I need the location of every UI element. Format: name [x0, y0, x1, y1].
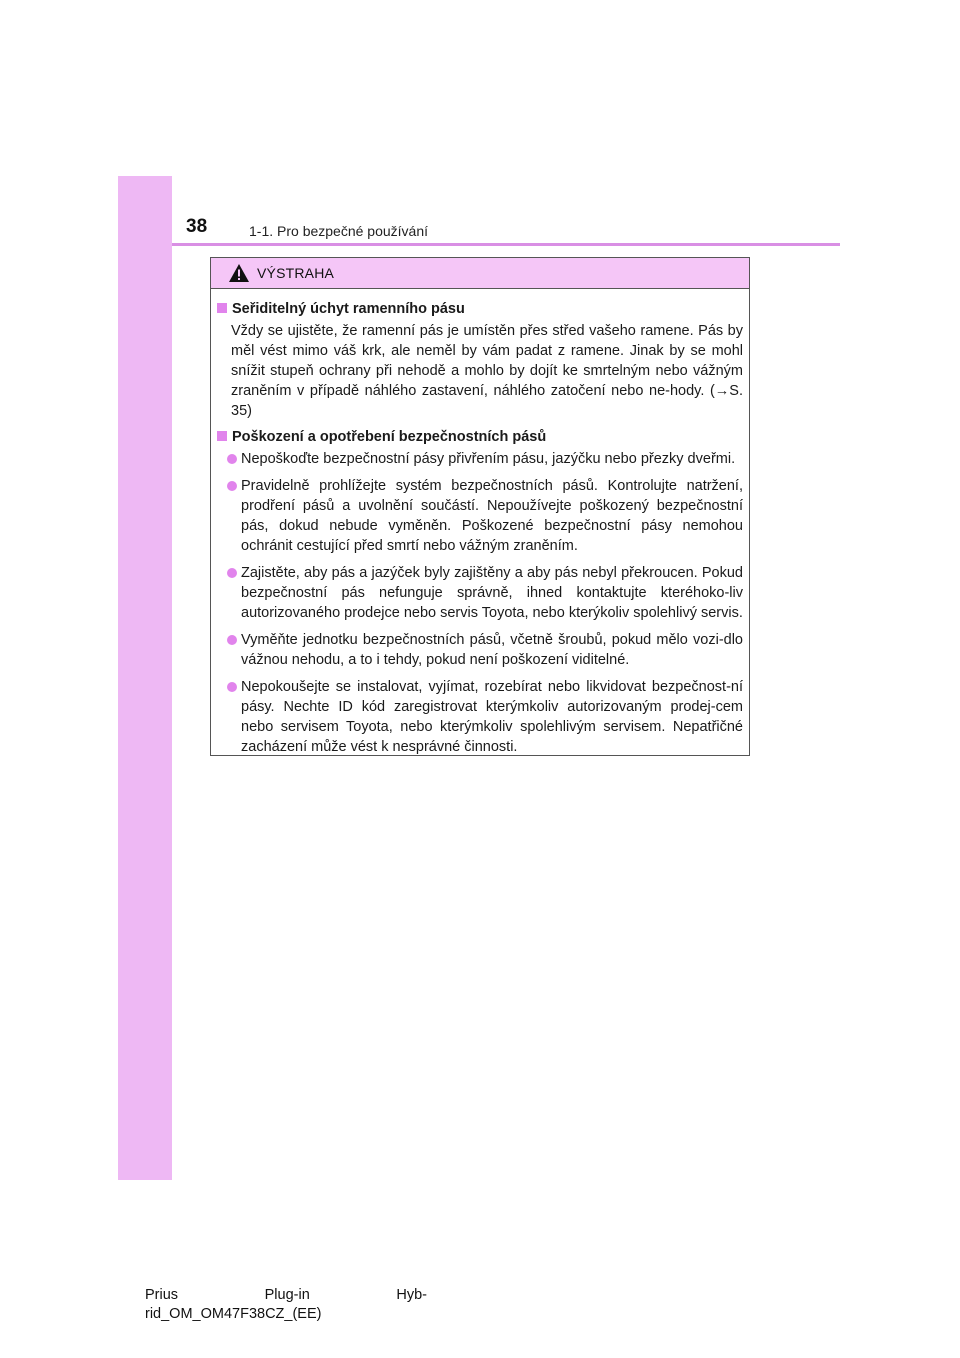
list-item: Pravidelně prohlížejte systém bezpečnostních pásů. Kontrolujte natržení, prodření pásů a uvolnění součástí. Nepoužívejte poškozený bezpečnostní pás, dokud nebude vyměněn. Poškozené bezpečnostní pásy nemohou ochránit cestující před smrtí nebo vážným zraněním.	[217, 476, 743, 556]
warning-header	[211, 258, 749, 289]
round-bullet-icon	[227, 682, 237, 692]
footer	[145, 1286, 427, 1324]
square-bullet-icon	[217, 303, 227, 313]
footer-variant: Plug-in	[264, 1287, 310, 1303]
list-item: Vyměňte jednotku bezpečnostních pásů, včetně šroubů, pokud mělo vozi-dlo vážnou nehodu, a to i tehdy, pokud není poškození viditelné.	[217, 630, 743, 670]
side-color-band	[118, 176, 172, 1180]
square-bullet-icon	[217, 431, 227, 441]
round-bullet-icon	[227, 454, 237, 464]
list-item: Zajistěte, aby pás a jazýček byly zajištěny a aby pás nebyl překroucen. Pokud bezpečnostní pás nefunguje správně, ihned kontaktujte kteréhoko-liv autorizovaného prodejce nebo servis Toyota, nebo kterýkoliv spolehlivý servis.	[217, 563, 743, 623]
warning-box	[210, 257, 750, 756]
list-item: Nepoškoďte bezpečnostní pásy přivřením pásu, jazýčku nebo přezky dveřmi.	[217, 449, 743, 469]
section-heading-belt-damage: Poškození a opotřebení bezpečnostních pásů	[217, 427, 743, 447]
round-bullet-icon	[227, 635, 237, 645]
round-bullet-icon	[227, 481, 237, 491]
list-item: Nepokoušejte se instalovat, vyjímat, rozebírat nebo likvidovat bezpečnost-ní pásy. Nechte ID kód zaregistrovat kterýmkoliv autorizovaným prodej-cem nebo servisem Toyota, nebo kterýmkoliv spolehlivým servisem. Nepatřičné zacházení může vést k nesprávné činnosti.	[217, 677, 743, 757]
footer-model: Prius	[145, 1287, 179, 1303]
footer-type: Hyb-	[396, 1287, 427, 1303]
footer-doc-code: rid_OM_OM47F38CZ_(EE)	[145, 1306, 322, 1322]
warning-triangle-icon	[228, 263, 250, 283]
shoulder-anchor-text: Vždy se ujistěte, že ramenní pás je umístěn přes střed vašeho ramene. Pás by měl vést mimo váš krk, ale neměl by vám padat z ramene. Jinak by se mohl snížit stupeň ochrany při nehodě a mohlo by dojít ke smrtelným nebo vážným zraněním v případě náhlého zastavení, náhlého zatočení nebo ne-hody. (→S. 35)	[231, 323, 743, 419]
header-rule	[172, 243, 840, 246]
section-heading-shoulder-anchor: Seřiditelný úchyt ramenního pásu	[217, 299, 743, 319]
warning-content	[217, 299, 743, 764]
page-number: 38	[186, 216, 208, 237]
section-title: 1-1. Pro bezpečné používání	[249, 223, 429, 239]
warning-title: VÝSTRAHA	[257, 265, 335, 281]
round-bullet-icon	[227, 568, 237, 578]
